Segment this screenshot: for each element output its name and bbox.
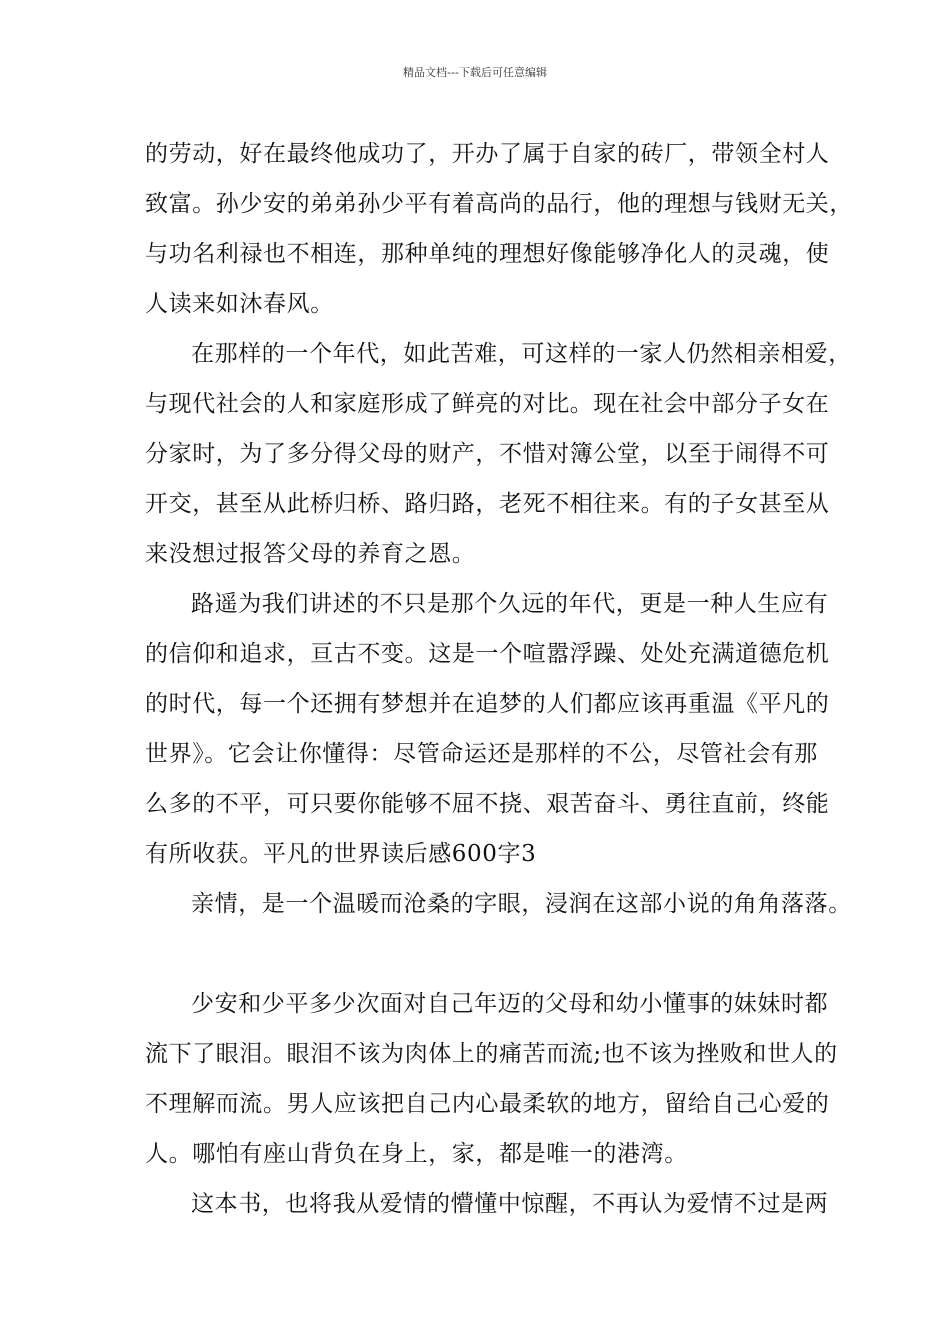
text-line: 有所收获。平凡的世界读后感600字3 [145,841,537,867]
text-line: 的劳动，好在最终他成功了，开办了属于自家的砖厂，带领全村人 [145,141,830,167]
text-line: 来没想过报答父母的养育之恩。 [145,541,476,567]
text-line: 分家时，为了多分得父母的财产，不惜对簿公堂，以至于闹得不可 [145,441,830,467]
text-line: 不理解而流。男人应该把自己内心最柔软的地方，留给自己心爱的 [145,1091,830,1117]
paragraph-start-line: 在那样的一个年代，如此苦难，可这样的一家人仍然相亲相爱， [191,341,852,367]
text-line: 开交，甚至从此桥归桥、路归路，老死不相往来。有的子女甚至从 [145,491,830,517]
paragraph-start-line: 路遥为我们讲述的不只是那个久远的年代，更是一种人生应有 [191,591,829,617]
text-line: 的信仰和追求，亘古不变。这是一个喧嚣浮躁、处处充满道德危机 [145,641,830,667]
paragraph-start-line: 少安和少平多少次面对自己年迈的父母和幼小懂事的妹妹时都 [191,991,829,1017]
text-line: 世界》。它会让你懂得：尽管命运还是那样的不公，尽管社会有那 [145,741,818,767]
text-line: 的时代，每一个还拥有梦想并在追梦的人们都应该再重温《平凡的 [145,691,830,717]
page-header: 精品文档---下载后可任意编辑 [403,66,547,79]
text-line: 与功名利禄也不相连，那种单纯的理想好像能够净化人的灵魂，使 [145,241,830,267]
paragraph-start-line: 这本书，也将我从爱情的懵懂中惊醒，不再认为爱情不过是两 [191,1191,829,1217]
paragraph-gap [145,929,825,979]
text-line: 人。哪怕有座山背负在身上，家，都是唯一的港湾。 [145,1141,688,1167]
text-line: 致富。孙少安的弟弟孙少平有着高尚的品行，他的理想与钱财无关， [145,191,853,217]
document-body [145,129,853,1229]
text-line: 么多的不平，可只要你能够不屈不挠、艰苦奋斗、勇往直前，终能 [145,791,830,817]
text-line: 与现代社会的人和家庭形成了鲜亮的对比。现在社会中部分子女在 [145,391,830,417]
paragraph-start-line: 亲情，是一个温暖而沧桑的字眼，浸润在这部小说的角角落落。 [191,891,852,917]
text-line: 流下了眼泪。眼泪不该为肉体上的痛苦而流;也不该为挫败和世人的 [145,1041,838,1067]
text-line: 人读来如沐春风。 [145,291,334,317]
